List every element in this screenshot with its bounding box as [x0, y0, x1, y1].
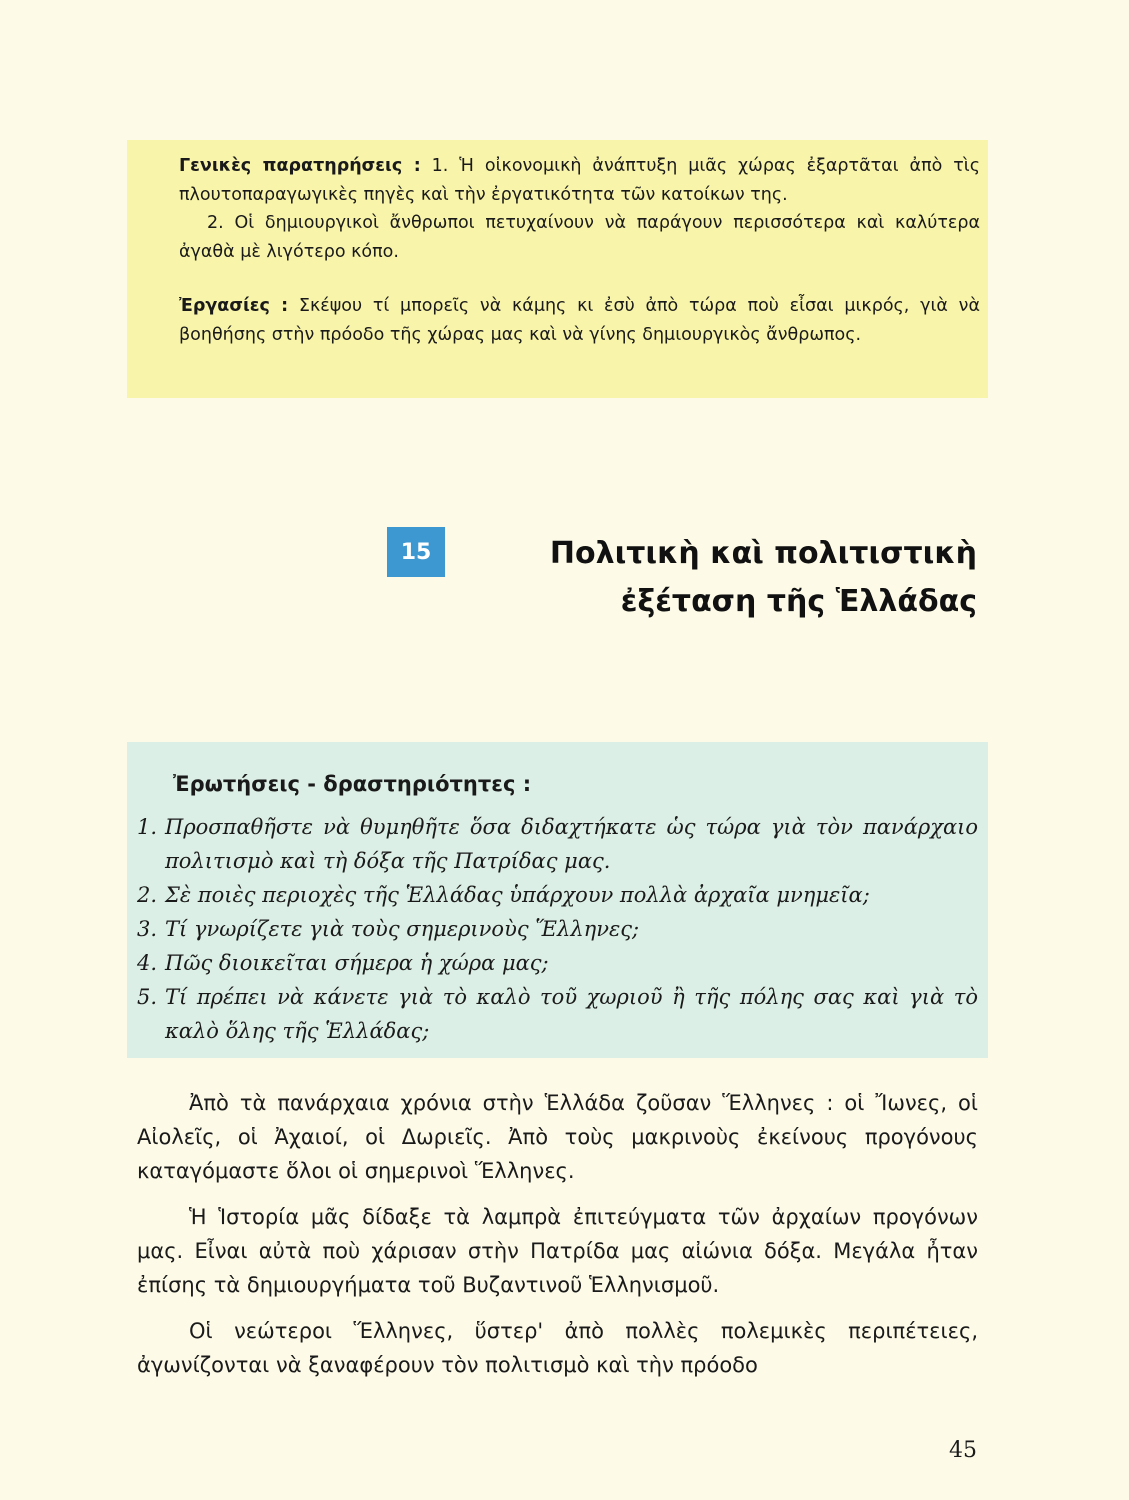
tasks-label: Ἐργασίες :	[179, 296, 289, 316]
chapter-title-line-2: ἐξέταση τῆς Ἑλλάδας	[620, 584, 977, 619]
question-number: 1.	[137, 815, 158, 839]
general-remark-1: 1. Ἡ οἰκονομικὴ ἀνάπτυξη μιᾶς χώρας ἐξαρτᾶται ἀπὸ τὶς πλουτοπαραγωγικὲς πηγὲς καὶ τὴν ἐργατικότητα τῶν κατοίκων της.	[179, 156, 980, 205]
question-item	[137, 946, 978, 980]
questions-box	[127, 742, 988, 1058]
chapter-number-badge: 15	[387, 527, 445, 577]
question-item	[137, 878, 978, 912]
body-text	[137, 1086, 978, 1394]
questions-list	[137, 810, 978, 1048]
question-text: Τί πρέπει νὰ κάνετε γιὰ τὸ καλὸ τοῦ χωριοῦ ἢ τῆς πόλης σας καὶ γιὰ τὸ καλὸ ὅλης τῆς Ἑλλάδας;	[165, 985, 978, 1043]
general-remarks-label: Γενικὲς παρατηρήσεις :	[179, 156, 421, 176]
body-paragraph-2: Ἡ Ἱστορία μᾶς δίδαξε τὰ λαμπρὰ ἐπιτεύγματα τῶν ἀρχαίων προγόνων μας. Εἶναι αὐτὰ ποὺ χάρισαν στὴν Πατρίδα μας αἰώνια δόξα. Μεγάλα ἦταν ἐπίσης τὰ δημιουργήματα τοῦ Βυζαντινοῦ Ἑλληνισμοῦ.	[137, 1205, 978, 1297]
question-item	[137, 912, 978, 946]
body-paragraph-1: Ἀπὸ τὰ πανάρχαια χρόνια στὴν Ἑλλάδα ζοῦσαν Ἕλληνες : οἱ Ἴωνες, οἱ Αἰολεῖς, οἱ Ἀχαιοί, οἱ Δωριεῖς. Ἀπὸ τοὺς μακρινοὺς ἐκείνους προγόνους καταγόμαστε ὅλοι οἱ σημερινοὶ Ἕλληνες.	[137, 1091, 978, 1183]
general-remarks	[179, 152, 980, 209]
body-paragraph-3: Οἱ νεώτεροι Ἕλληνες, ὕστερ' ἀπὸ πολλὲς πολεμικὲς περιπέτειες, ἀγωνίζονται νὰ ξαναφέρουν τὸν πολιτισμὸ καὶ τὴν πρόοδο	[137, 1319, 978, 1377]
tasks-text: Σκέψου τί μπορεῖς νὰ κάμης κι ἐσὺ ἀπὸ τώρα ποὺ εἶσαι μικρός, γιὰ νὰ βοηθήσης στὴν πρόοδο τῆς χώρας μας καὶ νὰ γίνης δημιουργικὸς ἄνθρωπος.	[179, 296, 980, 345]
question-text: Σὲ ποιὲς περιοχὲς τῆς Ἑλλάδας ὑπάρχουν πολλὰ ἀρχαῖα μνημεῖα;	[165, 883, 870, 907]
question-number: 5.	[137, 985, 158, 1009]
question-text: Τί γνωρίζετε γιὰ τοὺς σημερινοὺς Ἕλληνες;	[165, 917, 640, 941]
general-remark-2: 2. Οἱ δημιουργικοὶ ἄνθρωποι πετυχαίνουν νὰ παράγουν περισσότερα καὶ καλύτερα ἀγαθὰ μὲ λιγότερο κόπο.	[179, 213, 980, 262]
chapter-title-line-1: Πολιτικὴ καὶ πολιτιστικὴ	[549, 536, 977, 571]
tasks	[179, 292, 980, 349]
question-number: 3.	[137, 917, 158, 941]
page-number: 45	[949, 1438, 977, 1463]
question-number: 2.	[137, 883, 158, 907]
question-text: Προσπαθῆστε νὰ θυμηθῆτε ὅσα διδαχτήκατε ὡς τώρα γιὰ τὸν πανάρχαιο πολιτισμὸ καὶ τὴ δόξα τῆς Πατρίδας μας.	[165, 815, 978, 873]
notes-box	[127, 140, 988, 398]
question-item	[137, 980, 978, 1048]
question-text: Πῶς διοικεῖται σήμερα ἡ χώρα μας;	[165, 951, 549, 975]
questions-heading: Ἐρωτήσεις - δραστηριότητες :	[173, 772, 532, 796]
question-number: 4.	[137, 951, 158, 975]
question-item	[137, 810, 978, 878]
chapter-title	[550, 530, 977, 626]
